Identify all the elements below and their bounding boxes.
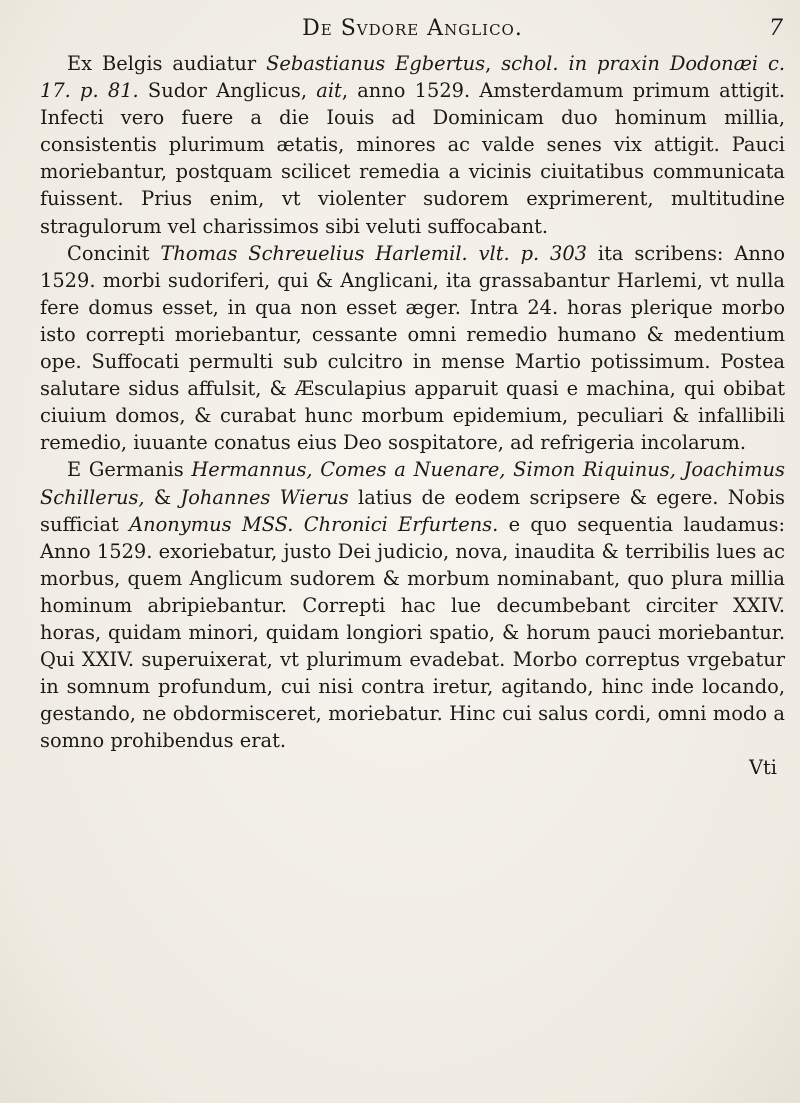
catchword: Vti: [749, 756, 777, 780]
italic-citation: ait: [316, 79, 342, 103]
text-run: Ex Belgis audiatur: [67, 52, 267, 75]
text-run: Concinit: [67, 241, 161, 265]
text-run: ita scribens: Anno 1529. morbi sudoriferi, qui & Anglicani, ita grassabantur Harlemi, vt nulla fere domus esset, in qua non esset æger. Intra 24. horas plerique morbo isto correpti moriebantur, cessante omni remedio humano & medentium ope. Suffocati permulti sub culcitro in mense Martio potissimum. Postea salutare sidus affulsit, & Æsculapius apparuit quasi e machina, qui obibat ciuium domos, & curabat hunc morbum epidemium, peculiari & infallibili remedio, iuuante conatus eius Deo sospitatore, ad refrigeria incolarum.: [40, 241, 785, 455]
text-run: latius de eodem scripsere & egere. Nobis sufficiat: [40, 485, 785, 536]
italic-citation: Hermannus, Comes a Nuenare, Simon Riquinus, Joachimus Schillerus,: [40, 458, 785, 509]
body-text: [40, 50, 785, 782]
page-number: 7: [769, 16, 783, 41]
italic-citation: Johannes Wierus: [180, 485, 349, 509]
text-run: , anno 1529. Amsterdamum primum attigit. Infecti vero fuere a die Iouis ad Dominicam duo hominum millia, consistentis plurimum ætatis, minores ac valde senes vix attigit. Pauci moriebantur, postquam scilicet remedia a vicinis ciuitatibus communicata fuissent. Prius enim, vt violenter sudorem exprimerent, multitudine stragulorum vel charissimos sibi veluti suffocabant.: [40, 79, 785, 238]
text-run: E Germanis: [67, 458, 192, 482]
paragraph: [40, 456, 785, 754]
italic-citation: Sebastianus Egbertus: [266, 52, 486, 75]
paragraph: [40, 50, 785, 240]
italic-citation: schol. in praxin Dodonæi c. 17. p. 81.: [40, 52, 785, 103]
paragraph: [40, 240, 785, 457]
page-header: [40, 12, 785, 48]
running-title: De Svdore Anglico.: [302, 16, 523, 41]
italic-citation: Anonymus MSS. Chronici Erfurtens.: [129, 512, 499, 536]
text-run: &: [144, 485, 181, 509]
text-run: e quo sequentia laudamus: Anno 1529. exoriebatur, justo Dei judicio, nova, inaudita & terribilis lues ac morbus, quem Anglicum sudorem & morbum nominabant, quo plura millia hominum abripiebantur. Correpti hac lue decumbebant circiter XXIV. horas, quidam minori, quidam longiori spatio, & horum pauci moriebantur. Qui XXIV. superuixerat, vt plurimum evadebat. Morbo correptus vrgebatur in somnum profundum, cui nisi contra iretur, agitando, hinc inde locando, gestando, ne obdormisceret, moriebatur. Hinc cui salus cordi, omni modo a somno prohibendus erat.: [40, 512, 785, 753]
text-run: ,: [485, 52, 502, 75]
text-run: Sudor Anglicus,: [138, 79, 317, 103]
italic-citation: Thomas Schreuelius Harlemil. vlt. p. 303: [160, 241, 588, 265]
